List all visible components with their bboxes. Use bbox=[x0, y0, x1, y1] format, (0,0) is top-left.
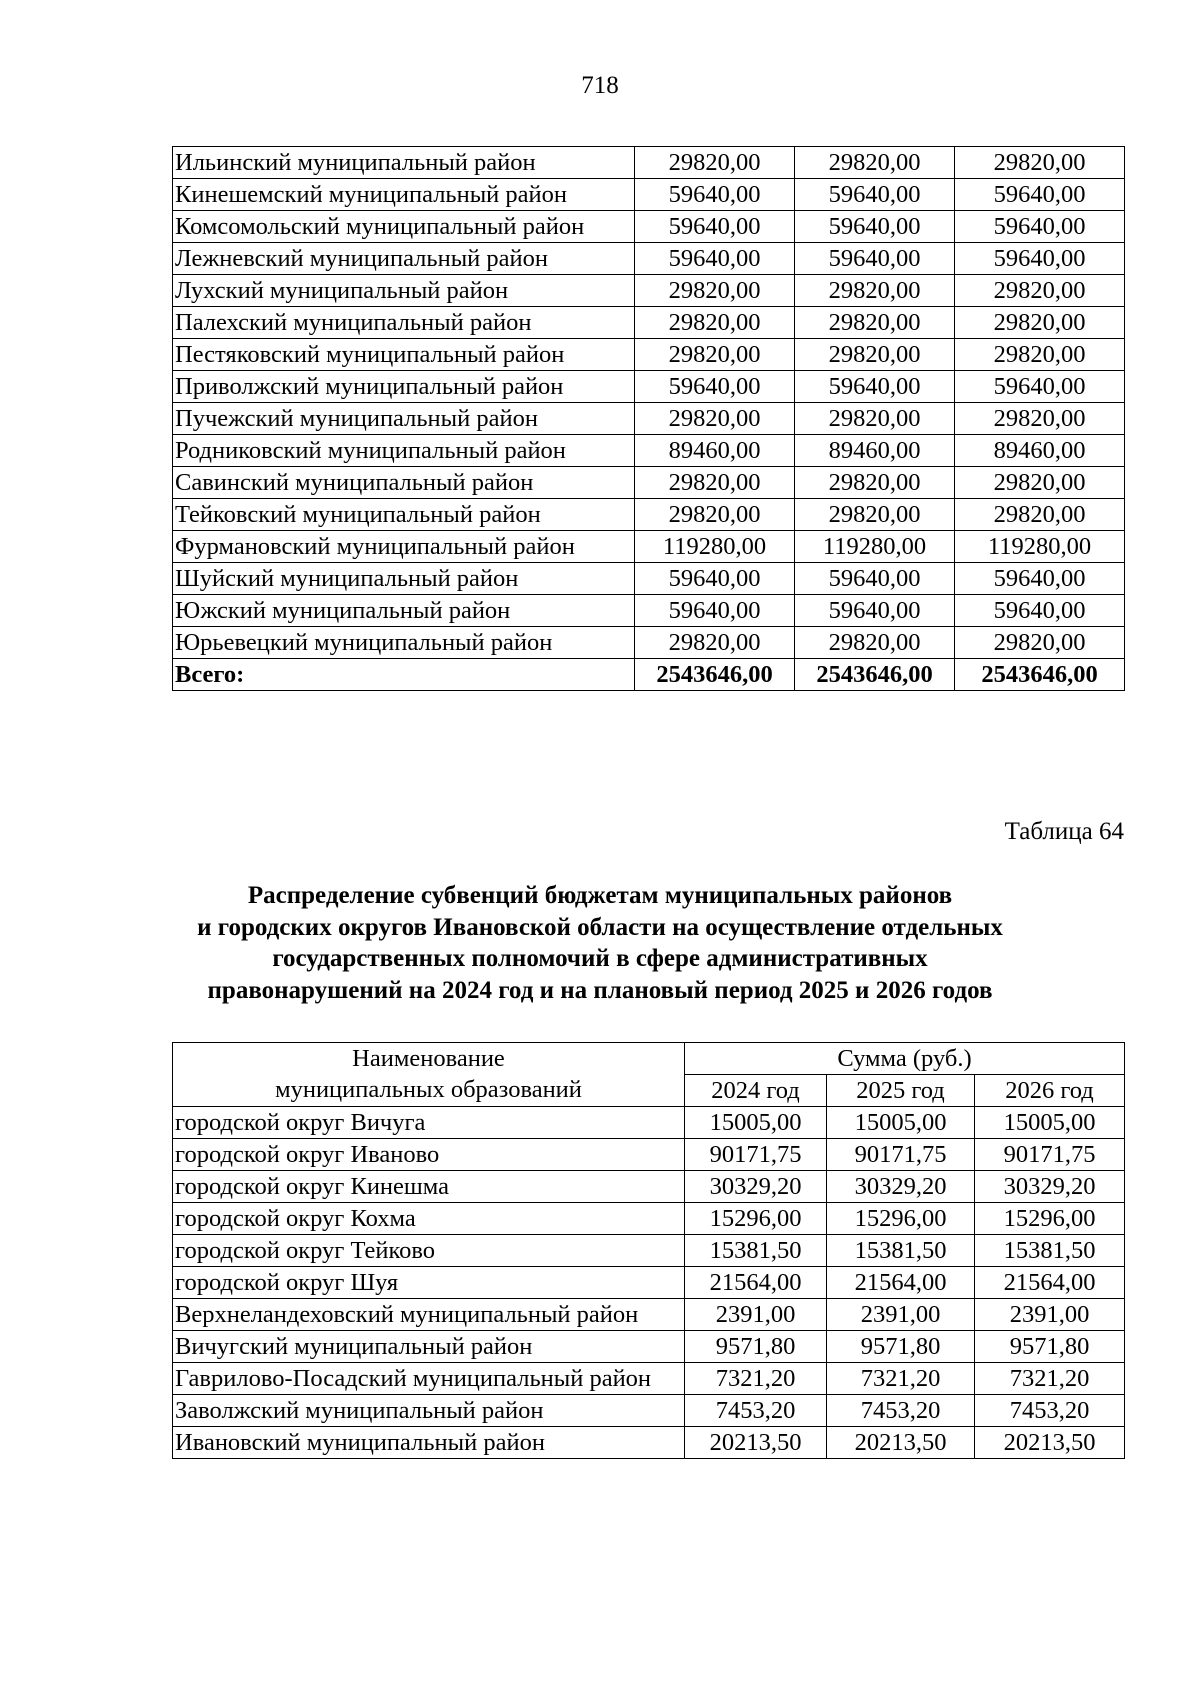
table-row bbox=[173, 499, 1125, 531]
amount-2024-cell: 59640,00 bbox=[635, 211, 795, 243]
total-2025-cell: 2543646,00 bbox=[795, 659, 955, 691]
amount-2025-cell: 2391,00 bbox=[827, 1299, 975, 1331]
amount-2025-cell: 7453,20 bbox=[827, 1395, 975, 1427]
table-row bbox=[173, 1427, 1125, 1459]
amount-2024-cell: 7453,20 bbox=[685, 1395, 827, 1427]
amount-2025-cell: 59640,00 bbox=[795, 211, 955, 243]
title-line: и городских округов Ивановской области на осуществление отдельных bbox=[197, 913, 1003, 941]
amount-2025-cell: 29820,00 bbox=[795, 499, 955, 531]
total-2024-cell: 2543646,00 bbox=[635, 659, 795, 691]
amount-2026-cell: 29820,00 bbox=[955, 403, 1125, 435]
amount-2025-cell: 30329,20 bbox=[827, 1171, 975, 1203]
amount-2025-cell: 59640,00 bbox=[795, 563, 955, 595]
amount-2026-cell: 2391,00 bbox=[975, 1299, 1125, 1331]
table-row bbox=[173, 435, 1125, 467]
amount-2025-cell: 15381,50 bbox=[827, 1235, 975, 1267]
amount-2025-cell: 9571,80 bbox=[827, 1331, 975, 1363]
amount-2024-cell: 59640,00 bbox=[635, 371, 795, 403]
table-row bbox=[173, 1235, 1125, 1267]
amount-2026-cell: 59640,00 bbox=[955, 243, 1125, 275]
amount-2024-cell: 9571,80 bbox=[685, 1331, 827, 1363]
municipality-name-cell: городской округ Тейково bbox=[173, 1235, 685, 1267]
table-row bbox=[173, 1107, 1125, 1139]
amount-2025-cell: 21564,00 bbox=[827, 1267, 975, 1299]
municipality-name-cell: городской округ Вичуга bbox=[173, 1107, 685, 1139]
municipality-name-cell: Лухский муниципальный район bbox=[173, 275, 635, 307]
amount-2026-cell: 59640,00 bbox=[955, 563, 1125, 595]
amount-2024-cell: 7321,20 bbox=[685, 1363, 827, 1395]
amount-2026-cell: 59640,00 bbox=[955, 211, 1125, 243]
amount-2024-cell: 59640,00 bbox=[635, 595, 795, 627]
municipality-name-cell: Верхнеландеховский муниципальный район bbox=[173, 1299, 685, 1331]
amount-2026-cell: 21564,00 bbox=[975, 1267, 1125, 1299]
amount-2025-cell: 29820,00 bbox=[795, 339, 955, 371]
municipality-name-cell: Кинешемский муниципальный район bbox=[173, 179, 635, 211]
subvention-table-64 bbox=[172, 1042, 1125, 1459]
amount-2024-cell: 59640,00 bbox=[635, 179, 795, 211]
amount-2025-cell: 59640,00 bbox=[795, 371, 955, 403]
amount-2025-cell: 119280,00 bbox=[795, 531, 955, 563]
amount-2026-cell: 29820,00 bbox=[955, 307, 1125, 339]
amount-2024-cell: 119280,00 bbox=[635, 531, 795, 563]
municipality-name-cell: Юрьевецкий муниципальный район bbox=[173, 627, 635, 659]
amount-2024-cell: 30329,20 bbox=[685, 1171, 827, 1203]
table1-body bbox=[173, 147, 1125, 691]
table-row bbox=[173, 307, 1125, 339]
amount-2026-cell: 7321,20 bbox=[975, 1363, 1125, 1395]
amount-2026-cell: 15296,00 bbox=[975, 1203, 1125, 1235]
table-row bbox=[173, 1363, 1125, 1395]
amount-2025-cell: 15296,00 bbox=[827, 1203, 975, 1235]
amount-2026-cell: 20213,50 bbox=[975, 1427, 1125, 1459]
table-row bbox=[173, 467, 1125, 499]
municipality-name-cell: Заволжский муниципальный район bbox=[173, 1395, 685, 1427]
amount-2024-cell: 29820,00 bbox=[635, 467, 795, 499]
table-row bbox=[173, 275, 1125, 307]
amount-2025-cell: 59640,00 bbox=[795, 243, 955, 275]
amount-2024-cell: 29820,00 bbox=[635, 499, 795, 531]
year-2024-header: 2024 год bbox=[685, 1075, 827, 1107]
table-row bbox=[173, 147, 1125, 179]
amount-2026-cell: 59640,00 bbox=[955, 595, 1125, 627]
municipality-name-cell: Шуйский муниципальный район bbox=[173, 563, 635, 595]
municipality-name-cell: Гаврилово-Посадский муниципальный район bbox=[173, 1363, 685, 1395]
amount-2025-cell: 29820,00 bbox=[795, 275, 955, 307]
amount-2024-cell: 29820,00 bbox=[635, 147, 795, 179]
amount-2024-cell: 29820,00 bbox=[635, 339, 795, 371]
amount-2026-cell: 29820,00 bbox=[955, 339, 1125, 371]
amount-2025-cell: 7321,20 bbox=[827, 1363, 975, 1395]
table-row bbox=[173, 179, 1125, 211]
amount-2026-cell: 15005,00 bbox=[975, 1107, 1125, 1139]
municipality-name-cell: Приволжский муниципальный район bbox=[173, 371, 635, 403]
total-row bbox=[173, 659, 1125, 691]
amount-2025-cell: 15005,00 bbox=[827, 1107, 975, 1139]
table-row bbox=[173, 531, 1125, 563]
amount-2025-cell: 20213,50 bbox=[827, 1427, 975, 1459]
table-row bbox=[173, 1171, 1125, 1203]
municipality-name-cell: Южский муниципальный район bbox=[173, 595, 635, 627]
municipality-name-cell: Лежневский муниципальный район bbox=[173, 243, 635, 275]
amount-2025-cell: 59640,00 bbox=[795, 179, 955, 211]
amount-2026-cell: 29820,00 bbox=[955, 627, 1125, 659]
municipality-name-cell: Родниковский муниципальный район bbox=[173, 435, 635, 467]
municipality-name-cell: городской округ Кинешма bbox=[173, 1171, 685, 1203]
table-row bbox=[173, 563, 1125, 595]
municipality-name-cell: Пестяковский муниципальный район bbox=[173, 339, 635, 371]
amount-2024-cell: 15005,00 bbox=[685, 1107, 827, 1139]
total-label-cell: Всего: bbox=[173, 659, 635, 691]
amount-2024-cell: 2391,00 bbox=[685, 1299, 827, 1331]
amount-2025-cell: 29820,00 bbox=[795, 467, 955, 499]
amount-2024-cell: 29820,00 bbox=[635, 307, 795, 339]
table-row bbox=[173, 1395, 1125, 1427]
amount-2024-cell: 15381,50 bbox=[685, 1235, 827, 1267]
sum-column-header: Сумма (руб.) bbox=[685, 1043, 1125, 1075]
table2-header bbox=[173, 1043, 1125, 1107]
name-header-line2: муниципальных образований bbox=[275, 1076, 582, 1103]
municipality-name-cell: Тейковский муниципальный район bbox=[173, 499, 635, 531]
total-2026-cell: 2543646,00 bbox=[955, 659, 1125, 691]
page-number: 718 bbox=[581, 72, 619, 99]
amount-2024-cell: 29820,00 bbox=[635, 627, 795, 659]
table2-body bbox=[173, 1107, 1125, 1459]
amount-2025-cell: 29820,00 bbox=[795, 307, 955, 339]
amount-2026-cell: 29820,00 bbox=[955, 499, 1125, 531]
amount-2025-cell: 89460,00 bbox=[795, 435, 955, 467]
name-column-header bbox=[173, 1043, 685, 1107]
amount-2024-cell: 15296,00 bbox=[685, 1203, 827, 1235]
amount-2024-cell: 89460,00 bbox=[635, 435, 795, 467]
municipality-name-cell: городской округ Шуя bbox=[173, 1267, 685, 1299]
amount-2025-cell: 29820,00 bbox=[795, 403, 955, 435]
municipality-name-cell: Вичугский муниципальный район bbox=[173, 1331, 685, 1363]
table-row bbox=[173, 1139, 1125, 1171]
amount-2025-cell: 59640,00 bbox=[795, 595, 955, 627]
amount-2026-cell: 90171,75 bbox=[975, 1139, 1125, 1171]
title-line: государственных полномочий в сфере административных bbox=[272, 945, 928, 972]
table-label: Таблица 64 bbox=[1004, 818, 1124, 845]
amount-2024-cell: 29820,00 bbox=[635, 403, 795, 435]
amount-2024-cell: 20213,50 bbox=[685, 1427, 827, 1459]
year-2025-header: 2025 год bbox=[827, 1075, 975, 1107]
amount-2026-cell: 29820,00 bbox=[955, 275, 1125, 307]
table-row bbox=[173, 1267, 1125, 1299]
municipality-name-cell: Палехский муниципальный район bbox=[173, 307, 635, 339]
table-row bbox=[173, 403, 1125, 435]
amount-2024-cell: 21564,00 bbox=[685, 1267, 827, 1299]
amount-2025-cell: 29820,00 bbox=[795, 627, 955, 659]
municipality-name-cell: городской округ Кохма bbox=[173, 1203, 685, 1235]
title-line: правонарушений на 2024 год и на плановый период 2025 и 2026 годов bbox=[207, 976, 993, 1004]
amount-2024-cell: 29820,00 bbox=[635, 275, 795, 307]
table-row bbox=[173, 595, 1125, 627]
title-line: Распределение субвенций бюджетам муниципальных районов bbox=[247, 882, 953, 909]
table-row bbox=[173, 627, 1125, 659]
table-row bbox=[173, 243, 1125, 275]
amount-2024-cell: 59640,00 bbox=[635, 243, 795, 275]
amount-2025-cell: 90171,75 bbox=[827, 1139, 975, 1171]
amount-2024-cell: 90171,75 bbox=[685, 1139, 827, 1171]
amount-2024-cell: 59640,00 bbox=[635, 563, 795, 595]
table-title bbox=[150, 880, 1050, 1006]
name-header-line1: Наименование bbox=[352, 1045, 505, 1072]
year-2026-header: 2026 год bbox=[975, 1075, 1125, 1107]
table-row bbox=[173, 371, 1125, 403]
municipality-name-cell: Фурмановский муниципальный район bbox=[173, 531, 635, 563]
header-row bbox=[173, 1043, 1125, 1075]
amount-2026-cell: 7453,20 bbox=[975, 1395, 1125, 1427]
amount-2026-cell: 9571,80 bbox=[975, 1331, 1125, 1363]
amount-2026-cell: 30329,20 bbox=[975, 1171, 1125, 1203]
subvention-table-continued bbox=[172, 146, 1125, 691]
municipality-name-cell: Пучежский муниципальный район bbox=[173, 403, 635, 435]
amount-2026-cell: 89460,00 bbox=[955, 435, 1125, 467]
amount-2026-cell: 15381,50 bbox=[975, 1235, 1125, 1267]
amount-2026-cell: 29820,00 bbox=[955, 467, 1125, 499]
amount-2026-cell: 119280,00 bbox=[955, 531, 1125, 563]
municipality-name-cell: Комсомольский муниципальный район bbox=[173, 211, 635, 243]
amount-2026-cell: 59640,00 bbox=[955, 371, 1125, 403]
table-row bbox=[173, 339, 1125, 371]
table-row bbox=[173, 1203, 1125, 1235]
municipality-name-cell: городской округ Иваново bbox=[173, 1139, 685, 1171]
municipality-name-cell: Ильинский муниципальный район bbox=[173, 147, 635, 179]
amount-2025-cell: 29820,00 bbox=[795, 147, 955, 179]
amount-2026-cell: 59640,00 bbox=[955, 179, 1125, 211]
table-row bbox=[173, 1299, 1125, 1331]
municipality-name-cell: Ивановский муниципальный район bbox=[173, 1427, 685, 1459]
table-row bbox=[173, 211, 1125, 243]
table-row bbox=[173, 1331, 1125, 1363]
amount-2026-cell: 29820,00 bbox=[955, 147, 1125, 179]
municipality-name-cell: Савинский муниципальный район bbox=[173, 467, 635, 499]
